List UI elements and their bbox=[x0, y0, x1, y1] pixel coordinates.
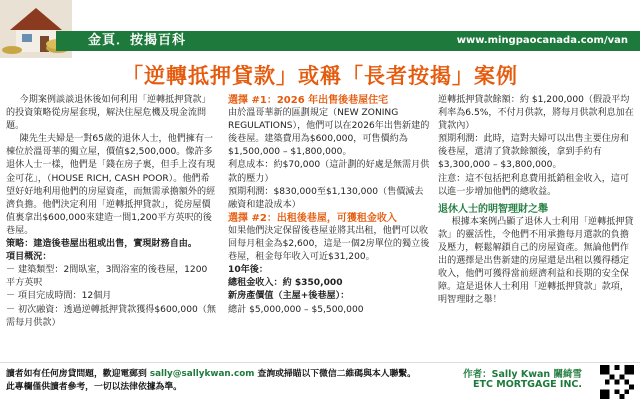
new-value-label: 新房產價值（主屋+後巷屋）： bbox=[228, 291, 350, 302]
overview-heading: 項目概況： bbox=[6, 252, 52, 263]
column-2 bbox=[228, 94, 430, 317]
article-title: 「逆轉抵押貸款」或稱「長者按揭」案例 bbox=[122, 64, 518, 88]
column-1 bbox=[6, 94, 218, 330]
section-title: 金頁．按揭百科 bbox=[88, 33, 187, 48]
company-name: ETC MORTGAGE INC. bbox=[473, 379, 582, 390]
note: 注意：這不包括把利息費用抵銷租金收入，這可以進一步增加他們的總收益。 bbox=[438, 173, 629, 197]
rent-total: 總租金收入：約 $350,000 bbox=[228, 278, 343, 289]
overview-item: － 建築類型：2間臥室，3間浴室的後巷屋，1200 平方英呎 bbox=[6, 265, 208, 289]
wisdom-text: 根據本案例凸顯了退休人士利用「逆轉抵押貸款」的靈活性，令他們不用承擔每月還款的負擔及壓力，輕鬆解鎖自己的房屋資產。無論他們作出的選擇是出售新建的房屋還是出租以獲得穩定收入，他們可獲得當前經濟利益和長期的安全保障。這是退休人士利用「逆轉抵押貸款」款項，明智理財之舉！ bbox=[438, 216, 634, 306]
intro-paragraph: 今期案例談談退休後如何利用「逆轉抵押貸款」的投資策略從房屋套現，解決住屋危機及現金流問題。 bbox=[6, 95, 211, 132]
option-1-heading: 選擇 #1：2026 年出售後巷屋住宅 bbox=[228, 95, 389, 106]
header bbox=[0, 0, 640, 58]
option-1-text: 由於溫哥華新的區劃規定（NEW ZONING REGULATIONS），他們可以在2026年出售新建的後巷屋。建築費用為$600,000，可售價約為$1,500,000 – $1,800,000。 bbox=[228, 108, 430, 158]
column-3 bbox=[438, 94, 634, 308]
interest-cost: 利息成本：約$70,000（這計劃的好處是無需月供款的壓力） bbox=[228, 160, 430, 184]
overview-item: － 項目完成時間：12個月 bbox=[6, 291, 112, 302]
strategy-text: 策略：建造後巷屋出租或出售，實現財務自由。 bbox=[6, 239, 197, 250]
article-body bbox=[6, 94, 634, 362]
qr-code-icon[interactable] bbox=[600, 365, 634, 399]
footer-prefix: 讀者如有任何房貸問題，歡迎電郵到 bbox=[6, 369, 150, 379]
expected-profit: 預期利潤：$830,000至$1,130,000（售價減去融資和建設成本） bbox=[228, 186, 424, 210]
overview-item: － 初次融資：透過逆轉抵押貸款獲得$600,000（無需每月供款） bbox=[6, 304, 216, 328]
case-paragraph: 陳先生夫婦是一對65歲的退休人士，他們擁有一棟位於溫哥華的獨立屋，價值$2,500,000。像許多退休人士一樣，他們是「錢在房子裏，但手上沒有現金可花」，（HOUSE RICH, CASH POOR）。他們希望好好地利用他們的房屋資產，而無需承擔額外的經濟負擔。他們決定利用「逆轉抵押貸款」，從房屋價值裏拿出$600,000來建造一間1,200平方英呎的後巷屋。 bbox=[6, 134, 216, 236]
option-2-heading: 選擇 #2：出租後巷屋，可獲租金收入 bbox=[228, 212, 397, 224]
new-value: 總計 $5,000,000 – $5,500,000 bbox=[228, 304, 364, 315]
footer-contact-line bbox=[6, 366, 416, 379]
option-2-text: 如果他們決定保留後巷屋並將其出租，他們可以收回每月租金為$2,600，這是一個2房單位的獨立後巷屋，租金每年收入可近$31,200。 bbox=[228, 225, 430, 263]
disclaimer: 此專欄僅供讀者參考，一切以法律依據為準。 bbox=[6, 382, 182, 392]
loan-balance: 逆轉抵押貸款餘額：約 $1,200,000（假設平均利率為6.5%，不付月供款，將每月供款利息加在貸款內） bbox=[438, 95, 634, 132]
wisdom-heading: 退休人士的明智理財之舉 bbox=[438, 203, 548, 215]
ten-year-label: 10年後： bbox=[228, 265, 268, 276]
site-url[interactable]: www.mingpaocanada.com/van bbox=[456, 35, 628, 46]
footer bbox=[0, 362, 640, 401]
author: 作者：Sally Kwan 關綺雪 bbox=[463, 369, 582, 380]
email-link[interactable]: sally@sallykwan.com bbox=[149, 369, 255, 379]
footer-suffix: 查詢或掃瞄以下微信二維碼與本人聯繫。 bbox=[254, 369, 416, 379]
net-profit: 預期利潤：此時，這對夫婦可以出售主要住房和後巷屋，還清了貸款餘額後，拿到手約有$3,300,000 – $3,800,000。 bbox=[438, 134, 629, 171]
